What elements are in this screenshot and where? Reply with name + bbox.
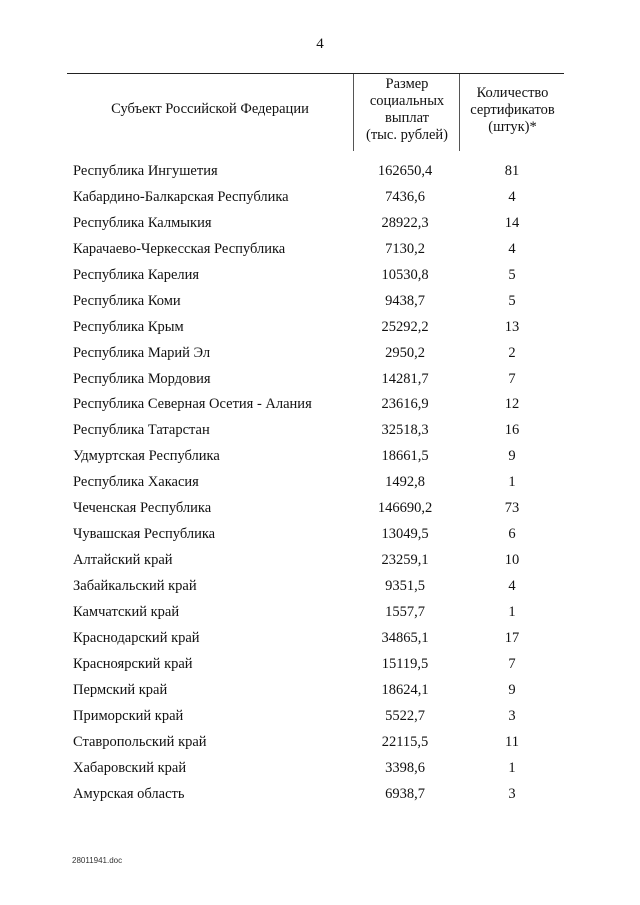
table-row: [0, 704, 640, 730]
header-certificates: Количество сертификатов (штук)*: [470, 85, 555, 135]
page-number: 4: [316, 36, 324, 52]
table-row: [0, 678, 640, 704]
table-row: [0, 756, 640, 782]
cell-amount: 22115,5: [381, 733, 429, 750]
cell-amount: 7436,6: [385, 188, 425, 205]
cell-amount: 34865,1: [381, 629, 429, 646]
cell-amount: 25292,2: [381, 318, 429, 335]
table-row: [0, 522, 640, 548]
cell-count: 4: [508, 188, 516, 205]
table-row: [0, 289, 640, 315]
table-row: [0, 367, 640, 393]
table-row: [0, 548, 640, 574]
cell-subject: Пермский край: [73, 681, 168, 698]
cell-amount: 10530,8: [381, 266, 429, 283]
table-row: [0, 211, 640, 237]
cell-count: 73: [504, 500, 520, 517]
cell-count: 81: [504, 163, 520, 179]
cell-amount: 15119,5: [381, 655, 429, 672]
cell-subject: Республика Карелия: [73, 266, 200, 283]
table-row: [0, 418, 640, 444]
cell-amount: 1557,7: [385, 603, 425, 620]
cell-count: 11: [505, 733, 519, 750]
cell-subject: Удмуртская Республика: [73, 448, 220, 465]
cell-subject: Алтайский край: [73, 552, 173, 569]
cell-subject: Республика Хакасия: [73, 474, 199, 491]
cell-subject: Республика Коми: [73, 292, 181, 309]
cell-subject: Республика Северная Осетия - Алания: [73, 396, 312, 413]
cell-subject: Красноярский край: [73, 655, 193, 672]
cell-amount: 3398,6: [385, 759, 425, 776]
table-row: [0, 444, 640, 470]
cell-subject: Республика Ингушетия: [73, 163, 218, 179]
cell-count: 1: [508, 759, 516, 776]
cell-amount: 162650,4: [377, 163, 433, 179]
cell-count: 5: [508, 266, 516, 283]
cell-count: 16: [504, 422, 520, 439]
cell-amount: 2950,2: [385, 344, 425, 361]
table-row: [0, 341, 640, 367]
cell-subject: Чувашская Республика: [73, 526, 216, 543]
cell-subject: Республика Марий Эл: [73, 344, 211, 361]
cell-amount: 32518,3: [381, 422, 429, 439]
cell-count: 17: [504, 629, 520, 646]
cell-count: 1: [508, 603, 516, 620]
cell-amount: 6938,7: [385, 785, 425, 802]
cell-subject: Хабаровский край: [73, 759, 187, 776]
cell-amount: 18661,5: [381, 448, 429, 465]
cell-subject: Республика Татарстан: [73, 422, 210, 439]
cell-count: 14: [504, 214, 520, 231]
cell-amount: 7130,2: [385, 240, 425, 257]
table-row: [0, 782, 640, 808]
cell-subject: Республика Крым: [73, 318, 184, 335]
cell-count: 4: [508, 578, 516, 594]
table-body: [0, 159, 640, 807]
table-row: [0, 185, 640, 211]
cell-count: 7: [508, 655, 516, 672]
cell-count: 9: [508, 681, 516, 698]
cell-amount: 5522,7: [385, 707, 425, 724]
header-column-divider: [459, 74, 460, 151]
cell-count: 10: [504, 552, 520, 569]
cell-count: 4: [508, 240, 516, 257]
cell-subject: Забайкальский край: [73, 578, 197, 594]
document-id: 28011941.doc: [72, 856, 123, 865]
cell-subject: Приморский край: [73, 707, 184, 724]
header-subject: Субъект Российской Федерации: [111, 101, 309, 117]
cell-count: 2: [508, 344, 516, 361]
cell-amount: 14281,7: [381, 370, 429, 387]
cell-count: 5: [508, 292, 516, 309]
cell-subject: Чеченская Республика: [73, 500, 212, 517]
cell-subject: Карачаево-Черкесская Республика: [73, 240, 286, 257]
cell-subject: Республика Калмыкия: [73, 214, 212, 231]
cell-amount: 9438,7: [385, 292, 425, 309]
table-row: [0, 652, 640, 678]
cell-amount: 23259,1: [381, 552, 429, 569]
table-row: [0, 237, 640, 263]
cell-subject: Ставропольский край: [73, 733, 207, 750]
cell-subject: Камчатский край: [73, 603, 180, 620]
cell-subject: Кабардино-Балкарская Республика: [73, 188, 289, 205]
cell-amount: 1492,8: [385, 474, 425, 491]
cell-amount: 18624,1: [381, 681, 429, 698]
cell-amount: 28922,3: [381, 214, 429, 231]
cell-count: 3: [508, 785, 516, 802]
cell-amount: 13049,5: [381, 526, 429, 543]
table-row: [0, 159, 640, 185]
cell-amount: 9351,5: [385, 578, 425, 594]
cell-amount: 146690,2: [377, 500, 433, 517]
cell-subject: Краснодарский край: [73, 629, 200, 646]
cell-count: 9: [508, 448, 516, 465]
table-row: [0, 626, 640, 652]
table-row: [0, 315, 640, 341]
table-row: [0, 470, 640, 496]
table-row: [0, 730, 640, 756]
table-row: [0, 263, 640, 289]
cell-count: 13: [504, 318, 520, 335]
header-payments: Размер социальных выплат (тыс. рублей): [366, 76, 448, 143]
cell-count: 7: [508, 370, 516, 387]
cell-count: 3: [508, 707, 516, 724]
table-row: [0, 496, 640, 522]
cell-count: 6: [508, 526, 516, 543]
header-column-divider: [353, 74, 354, 151]
cell-subject: Республика Мордовия: [73, 370, 211, 387]
table-row: [0, 574, 640, 600]
cell-count: 1: [508, 474, 516, 491]
table-row: [0, 600, 640, 626]
cell-subject: Амурская область: [73, 785, 185, 802]
cell-count: 12: [504, 396, 520, 413]
cell-amount: 23616,9: [381, 396, 429, 413]
table-row: [0, 392, 640, 418]
table-top-rule: [67, 73, 564, 74]
